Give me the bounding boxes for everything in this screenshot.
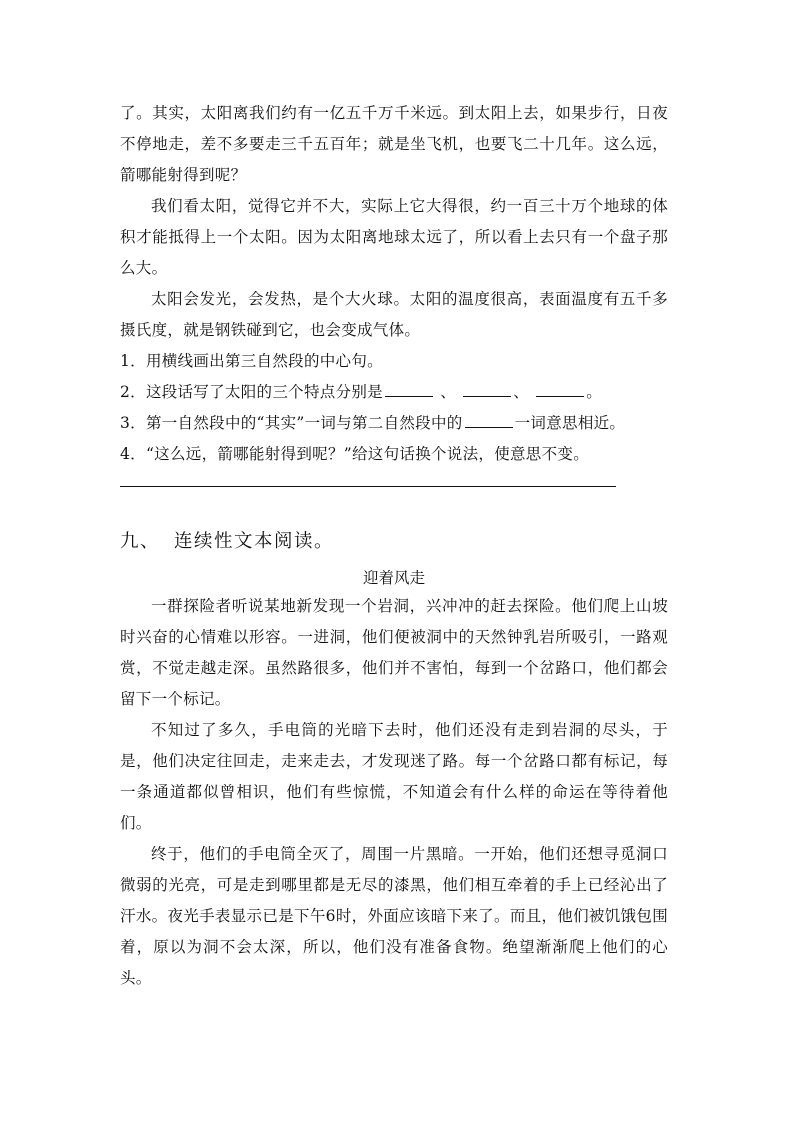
answer-blank-2[interactable]	[463, 384, 511, 397]
question-3	[120, 408, 668, 439]
question-4: 4．“这么远，箭哪能射得到呢？”给这句话换个说法，使意思不变。	[120, 445, 590, 463]
separator: 、	[513, 383, 530, 401]
separator: 、	[440, 383, 457, 401]
question-2	[120, 377, 668, 408]
question-3-text: 3．第一自然段中的“其实”一词与第二自然段中的	[120, 414, 463, 432]
answer-blank-4[interactable]	[465, 415, 513, 428]
question-2-end: 。	[586, 383, 603, 401]
passage-paragraph-2: 不知过了多久，手电筒的光暗下去时，他们还没有走到岩洞的尽头，于是，他们决定往回走，走来走去，才发现迷了路。每一个岔路口都有标记，每一条通道都似曾相识，他们有些惊慌，不知道会有什么样的命运在等待着他们。	[120, 721, 668, 832]
passage-paragraph-1: 一群探险者听说某地新发现一个岩洞，兴冲冲的赶去探险。他们爬上山坡时兴奋的心情难以形容。一进洞，他们便被洞中的天然钟乳岩所吸引，一路观赏，不觉走越走深。虽然路很多，他们并不害怕，每到一个岔路口，他们都会留下一个标记。	[120, 597, 668, 708]
answer-line-q4[interactable]	[120, 486, 616, 487]
section-heading	[120, 529, 668, 555]
paragraph-continuation: 了。其实，太阳离我们约有一亿五千万千米远。到太阳上去，如果步行，日夜不停地走，差不多要走三千五百年；就是坐飞机，也要飞二十几年。这么远，箭哪能射得到呢？	[120, 104, 668, 184]
paragraph-sun-heat: 太阳会发光，会发热，是个大火球。太阳的温度很高，表面温度有五千多摄氏度，就是钢铁碰到它，也会变成气体。	[120, 290, 668, 339]
paragraph-sun-size: 我们看太阳，觉得它并不大，实际上它大得很，约一百三十万个地球的体积才能抵得上一个太阳。因为太阳离地球太远了，所以看上去只有一个盘子那么大。	[120, 197, 668, 277]
answer-blank-3[interactable]	[536, 384, 584, 397]
section-number: 九、	[120, 531, 161, 552]
section-title: 连续性文本阅读。	[174, 531, 335, 552]
passage-title: 迎着风走	[362, 569, 425, 587]
passage-paragraph-3: 终于，他们的手电筒全灭了，周围一片黑暗。一开始，他们还想寻觅洞口微弱的光亮，可是走到哪里都是无尽的漆黑，他们相互牵着的手上已经沁出了汗水。夜光手表显示已是下午6时，外面应该暗下来了。而且，他们被饥饿包围着，原以为洞不会太深，所以，他们没有准备食物。绝望渐渐爬上他们的心头。	[120, 845, 668, 987]
question-2-text: 2．这段话写了太阳的三个特点分别是	[120, 383, 383, 401]
document-page	[120, 98, 668, 994]
question-1: 1．用横线画出第三自然段的中心句。	[120, 352, 383, 370]
question-3-end: 一词意思相近。	[514, 414, 626, 432]
answer-blank-1[interactable]	[385, 384, 433, 397]
